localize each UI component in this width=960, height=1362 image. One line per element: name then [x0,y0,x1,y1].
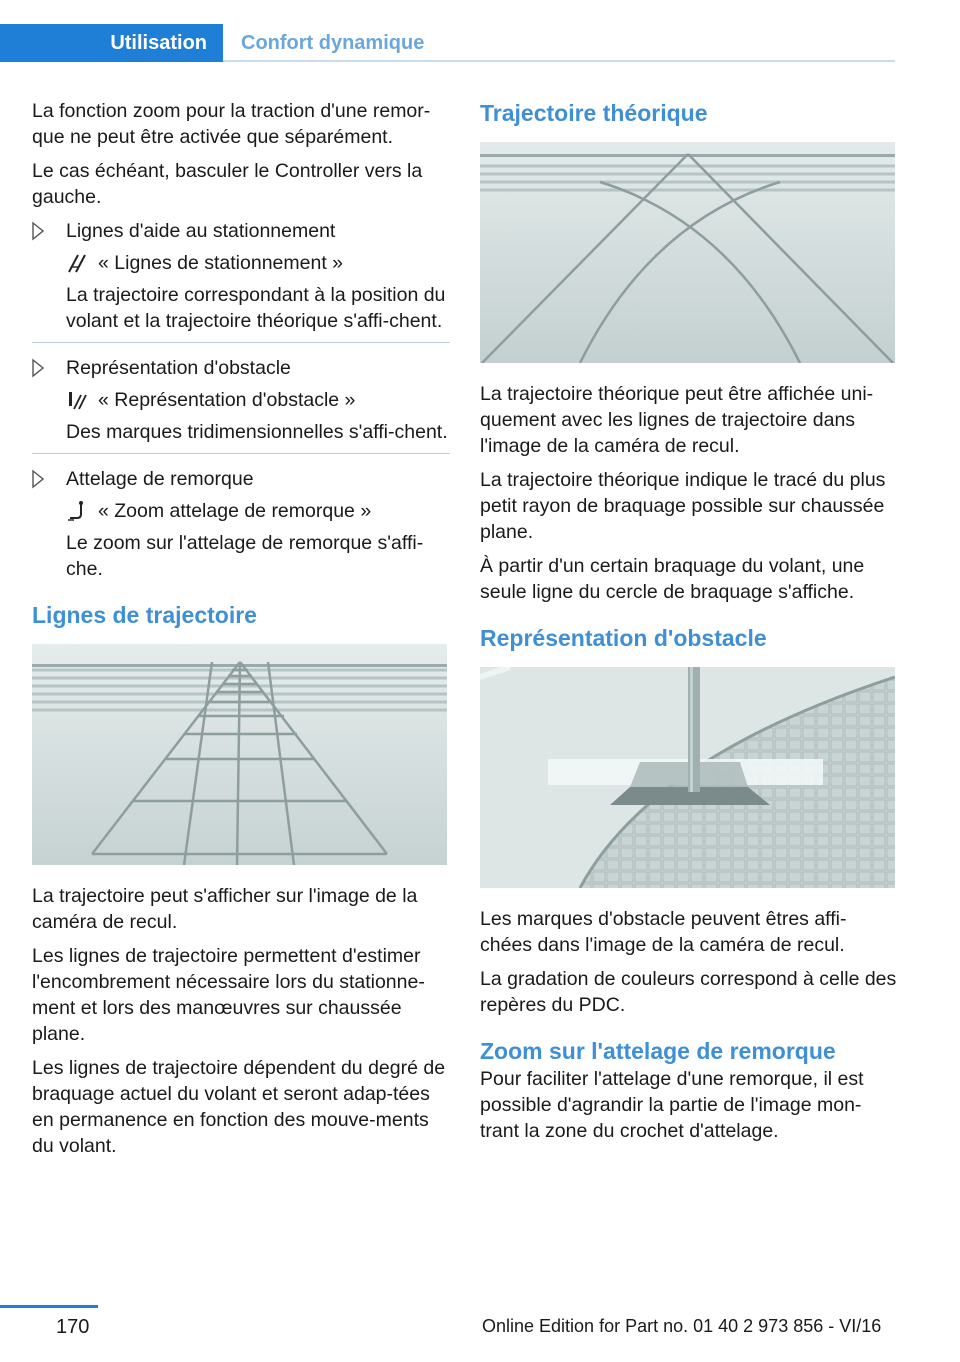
theo-paragraph-1: La trajectoire théorique peut être affichée uni-quement avec les lignes de trajectoire dans l'image de la caméra de recul. [480,383,874,457]
bullet-triangle-icon [32,469,44,489]
trajectory-lines-figure [32,644,447,865]
lignes-paragraph-2: Les lignes de trajectoire permettent d'estimer l'encombrement nécessaire lors du stationne-ment et lors des manœuvres sur chaussée plane. [32,945,425,1045]
bullet-parking-lines [32,218,450,334]
theo-paragraph-3: À partir d'un certain braquage du volant, une seule ligne du cercle de braquage s'affiche. [480,555,865,603]
bullet-separator [32,453,450,454]
left-column [32,98,450,1167]
bullet-title: Représentation d'obstacle [66,357,291,379]
trailer-hitch-icon [66,500,88,522]
menu-item-parking-lines [66,250,450,276]
zoom-paragraph: Pour faciliter l'attelage d'une remorque, il est possible d'agrandir la partie de l'image mon-trant la zone du crochet d'attelage. [480,1068,864,1142]
menu-item-obstacle [66,387,450,413]
heading-lignes-trajectoire: Lignes de trajectoire [32,602,257,628]
lignes-paragraph-1: La trajectoire peut s'afficher sur l'image de la caméra de recul. [32,885,418,933]
lignes-paragraph-3: Les lignes de trajectoire dépendent du degré de braquage actuel du volant et seront adap-tées en permanence en fonction des mouve-ments du volant. [32,1057,446,1157]
right-column [480,98,898,1152]
bullet-triangle-icon [32,358,44,378]
edition-info: Online Edition for Part no. 01 40 2 973 856 - VI/16 [482,1316,882,1336]
bullet-obstacle [32,355,450,445]
subsection-tab: Confort dynamique [241,32,425,54]
bullet-triangle-icon [32,221,44,241]
obstacle-icon [66,389,88,411]
theo-paragraph-2: La trajectoire théorique indique le tracé du plus petit rayon de braquage possible sur chaussée plane. [480,469,886,543]
obs-paragraph-2: La gradation de couleurs correspond à celle des repères du PDC. [480,968,897,1016]
bullet-description: La trajectoire correspondant à la position du volant et la trajectoire théorique s'affi-chent. [66,284,446,332]
heading-zoom-attelage: Zoom sur l'attelage de remorque [480,1038,836,1064]
bullet-trailer [32,466,450,582]
heading-trajectoire-theorique: Trajectoire théorique [480,100,708,126]
obs-paragraph-1: Les marques d'obstacle peuvent êtres affi-chées dans l'image de la caméra de recul. [480,908,847,956]
bullet-description: Le zoom sur l'attelage de remorque s'affi-che. [66,532,424,580]
parking-lines-icon [66,252,88,274]
intro-paragraph-1: La fonction zoom pour la traction d'une remor-que ne peut être activée que séparément. [32,100,431,148]
intro-paragraph-2: Le cas échéant, basculer le Controller vers la gauche. [32,160,423,208]
header-rule [223,60,895,62]
page-header [0,24,895,62]
bullet-separator [32,342,450,343]
menu-item-trailer-zoom [66,498,450,524]
section-tab: Utilisation [0,24,223,62]
obstacle-representation-figure [480,667,895,888]
bullet-description: Des marques tridimensionnelles s'affi-chent. [66,421,448,443]
menu-label: « Zoom attelage de remorque » [98,500,372,522]
heading-representation-obstacle: Représentation d'obstacle [480,625,767,651]
page-number: 170 [56,1316,90,1338]
menu-label: « Représentation d'obstacle » [98,389,356,411]
footer-rule [0,1305,98,1308]
bullet-title: Attelage de remorque [66,468,254,490]
bullet-title: Lignes d'aide au stationnement [66,220,336,242]
menu-label: « Lignes de stationnement » [98,252,344,274]
theoretical-trajectory-figure [480,142,895,363]
